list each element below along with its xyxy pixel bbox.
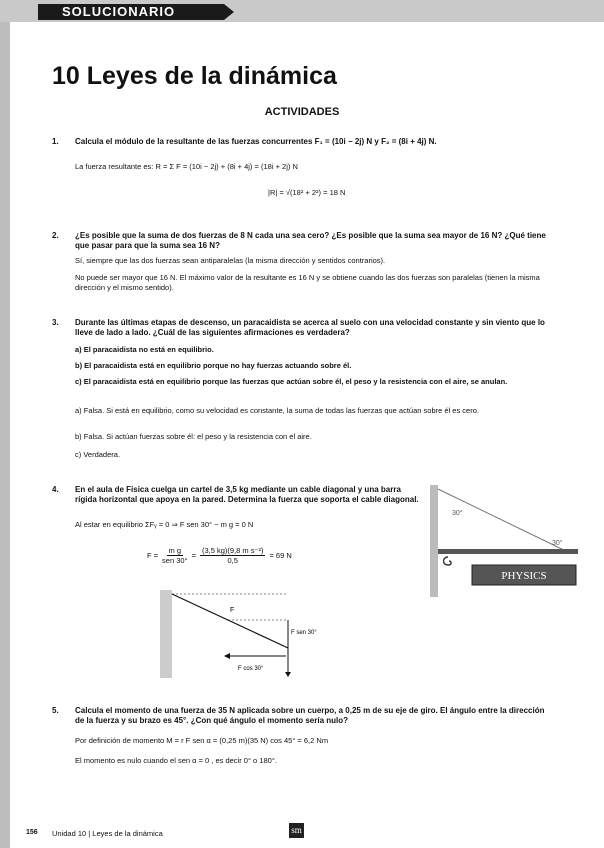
q3-option-b: b) El paracaidista está en equilibrio porque no hay fuerzas actuando sobre él. [75, 361, 352, 370]
q4-fraction1 [162, 546, 188, 565]
section-title: ACTIVIDADES [264, 106, 340, 118]
q3-answer-b: b) Falsa. Si actúan fuerzas sobre él: el peso y la resistencia con el aire. [75, 432, 312, 441]
q5-question: Calcula el momento de una fuerza de 35 N aplicada sobre un cuerpo, a 0,25 m de su eje de giro. El ángulo entre la dirección de la fuerza y su brazo es 45°. ¿Con qué ángulo el momento sería nulo? [75, 706, 545, 725]
vector-x-component-label: F cos 30° [238, 666, 264, 672]
q2-answer1: Sí, siempre que las dos fuerzas sean antiparalelas (la misma dirección y sentidos contrarios). [75, 256, 386, 265]
hanging-sign-diagram [430, 485, 590, 597]
q4-number: 4. [52, 485, 59, 494]
q4-fraction1-den: sen 30° [162, 556, 188, 565]
q3-option-a: a) El paracaidista no está en equilibrio. [75, 345, 214, 354]
q3-question: Durante las últimas etapas de descenso, un paracaidista se acerca al suelo con una velocidad constante y sin viento que lo lleve de lado a lado. ¿Cuál de las siguientes afirmaciones es verdadera? [75, 318, 545, 337]
q4-fraction2-num: (3,5 kg)(9,8 m s⁻²) [201, 546, 264, 555]
force-vector [172, 594, 288, 648]
page-title: 10 Leyes de la dinámica [52, 62, 337, 90]
q3-answer-c: c) Verdadera. [75, 450, 121, 459]
q4-result: = 69 N [269, 551, 292, 560]
q1-answer-line1: La fuerza resultante es: R = Σ F = (10i − 2j) + (8i + 4j) = (18i + 2j) N [75, 162, 298, 171]
force-vector-diagram [160, 590, 317, 678]
q2-answer2: No puede ser mayor que 16 N. El máximo valor de la resultante es 16 N y se obtiene cuando las dos fuerzas son paralelas (tienen la misma dirección y el mismo sentido). [75, 273, 540, 292]
footer-unit: Unidad 10 | Leyes de la dinámica [52, 829, 163, 838]
q3-number: 3. [52, 318, 59, 327]
q4-fraction1-num: m g [168, 546, 182, 555]
q3-option-c: c) El paracaidista está en equilibrio porque las fuerzas que actúan sobre él, el peso y la resistencia con el aire, se anulan. [75, 377, 508, 386]
header-label: SOLUCIONARIO [62, 4, 176, 19]
vector-y-component-label: F sen 30° [291, 630, 317, 636]
publisher-logo: sm [289, 823, 304, 838]
q1-answer-line2: |R| = √(18² + 2²) = 18 N [268, 188, 346, 197]
bracket-scroll [444, 557, 452, 565]
q3-answer-a: a) Falsa. Si está en equilibrio, como su velocidad es constante, la suma de todas las fuerzas que actúan sobre él es cero. [75, 406, 479, 415]
angle-label-top: 30° [452, 510, 463, 517]
horizontal-bar [438, 549, 578, 554]
q4-formula: F = m g sen 30° = $\frac{\text{(3,5 kg)(9,8 m s⁻²)}}{0,5}$ = 69 N [147, 546, 292, 565]
wall-shaded [160, 590, 172, 678]
q2-question: ¿Es posible que la suma de dos fuerzas de 8 N cada una sea cero? ¿Es posible que la suma sea mayor de 16 N? ¿Qué tiene que pasar para que la suma sea 16 N? [75, 231, 546, 250]
angle-label-bottom: 30° [552, 540, 563, 547]
horizontal-arrowhead [224, 653, 230, 659]
vertical-arrowhead [285, 672, 291, 677]
q5-number: 5. [52, 706, 59, 715]
left-margin-band [0, 0, 10, 848]
q4-fraction2-den: 0,5 [227, 556, 238, 565]
diagonal-cable [438, 489, 570, 553]
q1-number: 1. [52, 137, 59, 146]
header-tab [38, 4, 224, 20]
vector-label: F [230, 607, 235, 614]
q2-number: 2. [52, 231, 59, 240]
q4-question: En el aula de Física cuelga un cartel de 3,5 kg mediante un cable diagonal y una barra rígida horizontal que apoya en la pared. Determina la fuerza que soporta el cable diagonal. [75, 485, 419, 504]
q5-answer2: El momento es nulo cuando el sen α = 0 , es decir 0° o 180°. [75, 756, 277, 765]
q4-formula-left: F = [147, 551, 159, 560]
sign-text: PHYSICS [501, 570, 547, 582]
q4-equilibrium: Al estar en equilibrio ΣFᵧ = 0 ⇒ F sen 30° − m g = 0 N [75, 520, 254, 529]
q1-question: Calcula el módulo de la resultante de las fuerzas concurrentes F₁ = (10i − 2j) N y F₂ = (8i + 4j) N. [75, 137, 437, 146]
q4-fraction2 [200, 546, 265, 565]
q5-answer1: Por definición de momento M = r F sen α = (0,25 m)(35 N) cos 45° = 6,2 Nm [75, 736, 329, 745]
page-number: 156 [26, 829, 38, 836]
wall [430, 485, 438, 597]
